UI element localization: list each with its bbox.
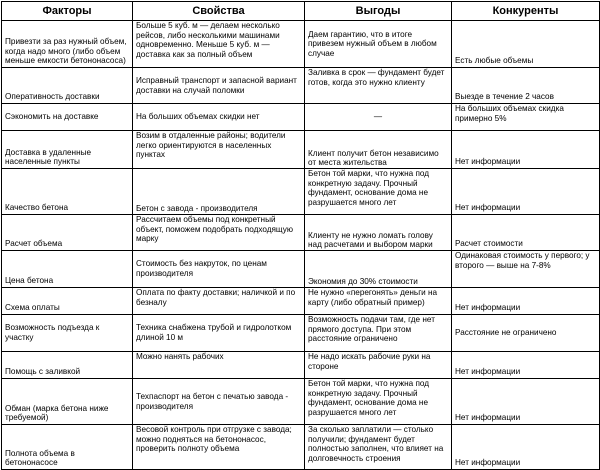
- cell-competitors: На больших объемах скидка примерно 5%: [452, 104, 600, 131]
- table-row: [2, 68, 600, 104]
- cell-property: Исправный транспорт и запасной вариант доставки на случай поломки: [133, 68, 305, 104]
- cell-benefit: Экономия до 30% стоимости: [305, 251, 452, 288]
- table-row: [2, 251, 600, 288]
- cell-factor: Схема оплаты: [2, 288, 133, 315]
- cell-factor: Помощь с заливкой: [2, 352, 133, 379]
- cell-factor: Обман (марка бетона ниже требуемой): [2, 379, 133, 425]
- table-row: [2, 131, 600, 169]
- cell-property: Техника снабжена трубой и гидролотком длиной 10 м: [133, 315, 305, 352]
- cell-benefit: Бетон той марки, что нужна под конкретную задачу. Прочный фундамент, основание дома не разрушается много лет: [305, 169, 452, 215]
- cell-property: Стоимость без накруток, по ценам производителя: [133, 251, 305, 288]
- cell-factor: Привезти за раз нужный объем, когда надо много (либо объем меньше емкости бетононасоса): [2, 21, 133, 68]
- cell-benefit: Клиент получит бетон независимо от места жительства: [305, 131, 452, 169]
- table-row: [2, 288, 600, 315]
- cell-benefit: Не надо искать рабочие руки на стороне: [305, 352, 452, 379]
- comparison-table: [1, 1, 600, 470]
- cell-property: Оплата по факту доставки; наличкой и по безналу: [133, 288, 305, 315]
- cell-benefit: Даем гарантию, что в итоге привезем нужный объем в любом случае: [305, 21, 452, 68]
- cell-property: Больше 5 куб. м — делаем несколько рейсов, либо несколькими машинами одновременно. Меньше 5 куб. м — доставка как за полный объем: [133, 21, 305, 68]
- table-row: [2, 104, 600, 131]
- cell-benefit: Бетон той марки, что нужна под конкретную задачу. Прочный фундамент, основание дома не разрушается много лет: [305, 379, 452, 425]
- table-row: [2, 169, 600, 215]
- cell-competitors: Одинаковая стоимость у первого; у второго — выше на 7-8%: [452, 251, 600, 288]
- table-row: [2, 21, 600, 68]
- table-row: [2, 352, 600, 379]
- cell-property: Техпаспорт на бетон с печатью завода - производителя: [133, 379, 305, 425]
- cell-competitors: Нет информации: [452, 288, 600, 315]
- cell-factor: Возможность подъезда к участку: [2, 315, 133, 352]
- cell-factor: Расчет объема: [2, 215, 133, 251]
- cell-property: Возим в отдаленные районы; водители легко ориентируются в населенных пунктах: [133, 131, 305, 169]
- table-header-row: [2, 2, 600, 21]
- cell-competitors: Нет информации: [452, 425, 600, 470]
- cell-competitors: Нет информации: [452, 169, 600, 215]
- table-row: [2, 425, 600, 470]
- cell-factor: Сэкономить на доставке: [2, 104, 133, 131]
- cell-competitors: Нет информации: [452, 352, 600, 379]
- header-factors: Факторы: [2, 2, 133, 21]
- cell-property: Можно нанять рабочих: [133, 352, 305, 379]
- cell-competitors: Есть любые объемы: [452, 21, 600, 68]
- cell-competitors: Нет информации: [452, 379, 600, 425]
- cell-property: Весовой контроль при отгрузке с завода; можно подняться на бетононасос, проверить полноту объема: [133, 425, 305, 470]
- cell-factor: Качество бетона: [2, 169, 133, 215]
- cell-factor: Доставка в удаленные населенные пункты: [2, 131, 133, 169]
- table-row: [2, 379, 600, 425]
- header-competitors: Конкуренты: [452, 2, 600, 21]
- table-row: [2, 315, 600, 352]
- cell-factor: Оперативность доставки: [2, 68, 133, 104]
- cell-competitors: Нет информации: [452, 131, 600, 169]
- cell-benefit: Клиенту не нужно ломать голову над расчетами и выбором марки: [305, 215, 452, 251]
- cell-competitors: Расчет стоимости: [452, 215, 600, 251]
- cell-competitors: Расстояние не ограничено: [452, 315, 600, 352]
- cell-factor: Цена бетона: [2, 251, 133, 288]
- cell-property: На больших объемах скидки нет: [133, 104, 305, 131]
- table-row: [2, 215, 600, 251]
- comparison-table-container: [1, 1, 599, 468]
- cell-property: Бетон с завода - производителя: [133, 169, 305, 215]
- cell-property: Рассчитаем объемы под конкретный объект, поможем подобрать подходящую марку: [133, 215, 305, 251]
- cell-benefit: За сколько заплатили — столько получили; фундамент будет полностью заполнен, что влияет на долговечность строения: [305, 425, 452, 470]
- header-properties: Свойства: [133, 2, 305, 21]
- cell-benefit: —: [305, 104, 452, 131]
- cell-benefit: Не нужно «перегонять» деньги на карту (либо обратный пример): [305, 288, 452, 315]
- cell-benefit: Заливка в срок — фундамент будет готов, когда это нужно клиенту: [305, 68, 452, 104]
- cell-benefit: Возможность подачи там, где нет прямого доступа. При этом расстояние ограничено: [305, 315, 452, 352]
- cell-factor: Полнота объема в бетононасосе: [2, 425, 133, 470]
- header-benefits: Выгоды: [305, 2, 452, 21]
- cell-competitors: Выезде в течение 2 часов: [452, 68, 600, 104]
